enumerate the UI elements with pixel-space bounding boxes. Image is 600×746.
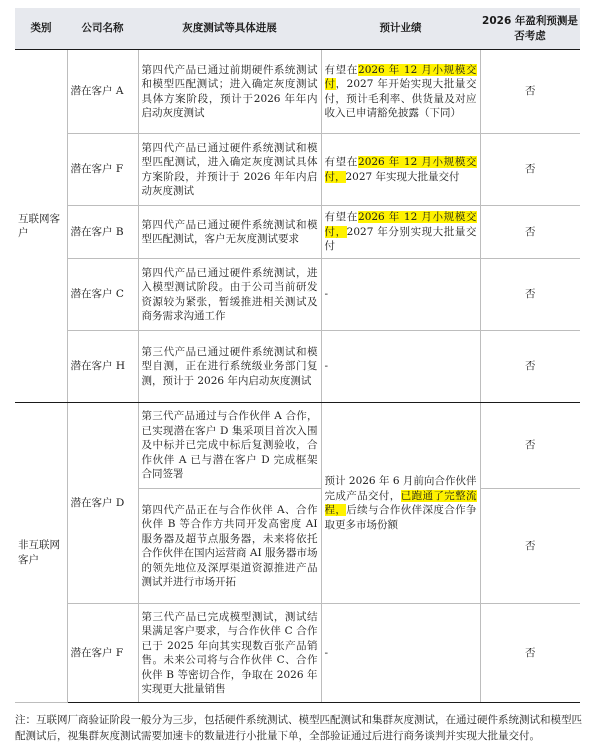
company-cell: 潜在客户 F [67, 604, 138, 703]
company-cell: 潜在客户 B [67, 206, 138, 259]
header-company: 公司名称 [67, 8, 138, 50]
progress-cell: 第三代产品已完成模型测试，测试结果满足客户要求，与合作伙伴 C 合作已于 2025 年向其实现数百张产品销售。未来公司将与合作伙伴 C、合作伙伴 B 等密切合作，争取在 2026 年实现更大批量销售 [138, 604, 321, 703]
progress-cell: 第四代产品已通过前期硬件系统测试和模型匹配测试；进入确定灰度测试具体方案阶段，预计于2026 年年内启动灰度测试 [138, 50, 321, 134]
table-row [15, 403, 580, 489]
performance-text: 后续与合作伙伴深度合作争取更多市场份额 [324, 504, 477, 531]
company-cell: 潜在客户 C [67, 259, 138, 331]
profit-cell: 否 [480, 604, 580, 703]
performance-highlight: 已跑通了完整流程， [324, 489, 477, 516]
table-footnote: 注：互联网厂商验证阶段一般分为三步，包括硬件系统测试、模型匹配测试和集群灰度测试，在通过硬件系统测试和模型匹配测试后，视集群灰度测试需要加速卡的数量进行小批量下单，全部验证通过后进行商务谈判并实现大批量交付。 [15, 714, 582, 742]
header-progress: 灰度测试等具体进展 [138, 8, 321, 50]
company-cell: 潜在客户 H [67, 331, 138, 403]
progress-cell: 第四代产品已通过硬件系统测试和模型匹配测试，客户无灰度测试要求 [138, 206, 321, 259]
performance-cell [321, 50, 480, 134]
progress-cell: 第四代产品已通过硬件系统测试和模型匹配测试，进入确定灰度测试具体方案阶段，并预计于 2026 年年内启动灰度测试 [138, 134, 321, 206]
table-row [15, 259, 580, 331]
profit-cell: 否 [480, 50, 580, 134]
header-performance: 预计业绩 [321, 8, 480, 50]
profit-cell: 否 [480, 259, 580, 331]
header-category: 类别 [15, 8, 67, 50]
profit-cell: 否 [480, 489, 580, 604]
performance-cell: - [321, 259, 480, 331]
performance-text: 有望在 [324, 211, 359, 224]
profit-cell: 否 [480, 134, 580, 206]
performance-text: 2027 年实现大批量交付 [345, 170, 460, 183]
category-cell: 互联网客户 [15, 50, 67, 403]
performance-text: 有望在 [324, 63, 359, 76]
table-row [15, 50, 580, 134]
profit-cell: 否 [480, 403, 580, 489]
performance-highlight: 2026 年 12 月小规模交付， [324, 156, 477, 183]
performance-cell: - [321, 331, 480, 403]
table-row [15, 134, 580, 206]
progress-cell: 第三代产品通过与合作伙伴 A 合作，已实现潜在客户 D 集采项目首次入围及中标并已完成中标后复测验收，合作伙伴 A 已与潜在客户 D 完成框架合同签署 [138, 403, 321, 489]
performance-highlight: 2026 年 12 月小规模交付 [324, 63, 477, 90]
performance-cell: - [321, 604, 480, 703]
performance-highlight: 2026 年 12 月小规模交付， [324, 211, 477, 238]
customer-progress-table [15, 8, 580, 703]
performance-text: 有望在 [324, 156, 359, 168]
performance-cell [321, 403, 480, 604]
progress-cell: 第四代产品已通过硬件系统测试，进入模型测试阶段。由于公司当前研发资源较为紧张，暂缓推进相关测试及商务需求沟通工作 [138, 259, 321, 331]
performance-text: 预计 2026 年 6 月前向合作伙伴完成产品交付， [324, 475, 477, 502]
category-cell: 非互联网客户 [15, 403, 67, 703]
header-profit: 2026 年盈利预测是否考虑 [480, 8, 580, 50]
performance-text: 2027 年分别实现大批量交付 [324, 225, 477, 253]
table-row [15, 331, 580, 403]
performance-text: ，2027 年开始实现大批量交付，预计毛利率、供货量及对应收入已申请豁免披露（下同） [324, 78, 477, 119]
company-cell: 潜在客户 D [67, 403, 138, 604]
table-header-row [15, 8, 580, 50]
profit-cell: 否 [480, 206, 580, 259]
company-cell: 潜在客户 A [67, 50, 138, 134]
progress-cell: 第四代产品正在与合作伙伴 A、合作伙伴 B 等合作方共同开发高密度 AI 服务器及超节点服务器，未来将依托合作伙伴在国内运营商 AI 服务器市场的领先地位及深厚渠道资源推进产品测试并进行市场开拓 [138, 489, 321, 604]
profit-cell: 否 [480, 331, 580, 403]
table-row [15, 604, 580, 703]
performance-cell [321, 206, 480, 259]
table-row [15, 206, 580, 259]
progress-cell: 第三代产品已通过硬件系统测试和模型自测，正在进行系统级业务部门复测，预计于 2026 年内启动灰度测试 [138, 331, 321, 403]
performance-cell [321, 134, 480, 206]
company-cell: 潜在客户 F [67, 134, 138, 206]
